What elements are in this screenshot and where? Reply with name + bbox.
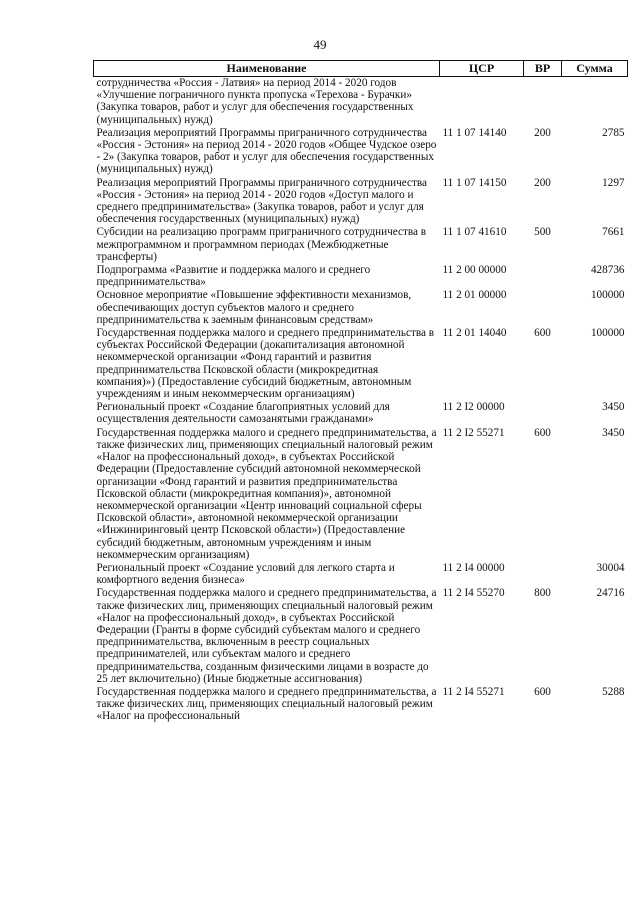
table-row: [94, 289, 628, 327]
row-sum: 3450: [602, 426, 625, 439]
row-vr: [524, 264, 562, 289]
row-sum: 24716: [596, 587, 625, 600]
row-name: Государственная поддержка малого и среднего предпринимательства, а также физических лиц, применяющих специальный налоговый режим «Налог на профессиональный доход», в субъектах Российской Федерации (Предоставление субсидий автономной некоммерческой организации «Фонд гарантий и развития предпринимательства Псковской области (микрокредитная компания)», автономной некоммерческой организации «Центр инноваций социальной сферы Псковской области», автономной некоммерческой организации «Инжиниринговый центр Псковской области») (Предоставление субсидий бюджетным, автономным учреждениям и иным некоммерческим организациям): [96, 426, 437, 561]
row-sum: 1297: [602, 176, 625, 189]
row-sum: [562, 77, 628, 127]
header-csr: ЦСР: [440, 61, 524, 77]
table-row: [94, 77, 628, 127]
header-vr: ВР: [524, 61, 562, 77]
row-name: Реализация мероприятий Программы приграничного сотрудничества «Россия - Эстония» на период 2014 - 2020 годов «Доступ малого и среднего предпринимательства» (Закупка товаров, работ и услуг для обеспечения государственных (муниципальных) нужд): [96, 176, 427, 226]
table-row: [94, 686, 628, 724]
row-csr: 11 2 I2 55271: [442, 426, 505, 439]
row-name: Государственная поддержка малого и среднего предпринимательства в субъектах Российской Федерации (докапитализация автономной некоммерческой организации «Фонд гарантий и развития предпринимательства Псковской области (микрокредитная компания)») (Предоставление субсидий бюджетным, автономным учреждениям и иным некоммерческим организациям): [96, 327, 435, 401]
row-vr: 600: [534, 426, 551, 439]
row-sum: 7661: [602, 226, 625, 239]
row-name: Региональный проект «Создание благоприятных условий для осуществления деятельности самозанятыми гражданами»: [96, 401, 390, 426]
row-csr: 11 2 I4 55270: [442, 587, 505, 600]
row-csr: 11 2 00 00000: [442, 264, 507, 277]
row-name: Государственная поддержка малого и среднего предпринимательства, а также физических лиц, применяющих специальный налоговый режим «Налог на профессиональный: [96, 685, 437, 723]
table-row: [94, 427, 628, 562]
row-name: Субсидии на реализацию программ приграничного сотрудничества в межпрограммном и программном периодах (Межбюджетные трансферты): [96, 226, 427, 263]
row-sum: 428736: [590, 264, 625, 277]
row-csr: 11 2 01 14040: [442, 327, 507, 340]
row-sum: 2785: [602, 126, 625, 139]
row-name: Реализация мероприятий Программы приграничного сотрудничества «Россия - Эстония» на период 2014 - 2020 годов «Общее Чудское озеро - 2» (Закупка товаров, работ и услуг для обеспечения государственных (муниципальных) нужд): [96, 126, 437, 176]
row-name: Государственная поддержка малого и среднего предпринимательства, а также физических лиц, применяющих специальный налоговый режим «Налог на профессиональный доход», в субъектах Российской Федерации (Гранты в форме субсидий субъектам малого и среднего предпринимательства, включенным в реестр социальных предпринимателей, или субъектам малого и среднего предпринимательства, созданным физическими лицами в возрасте до 25 лет включительно) (Иные бюджетные ассигнования): [96, 587, 437, 685]
table-row: [94, 562, 628, 587]
table-row: [94, 264, 628, 289]
row-csr: 11 1 07 14140: [442, 126, 507, 139]
row-sum: 5288: [602, 685, 625, 698]
row-csr: 11 2 I4 00000: [442, 561, 505, 574]
table-row: [94, 327, 628, 401]
row-vr: 600: [534, 685, 551, 698]
header-sum: Сумма: [562, 61, 628, 77]
row-vr: 200: [534, 126, 551, 139]
table-row: [94, 226, 628, 264]
row-vr: 600: [534, 327, 551, 340]
budget-table: [93, 60, 628, 724]
row-vr: [524, 77, 562, 127]
row-name: Региональный проект «Создание условий для легкого старта и комфортного ведения бизнеса»: [96, 561, 395, 587]
table-body: [94, 77, 628, 724]
row-sum: 100000: [590, 327, 625, 340]
row-vr: [524, 562, 562, 587]
row-vr: 500: [534, 226, 551, 239]
table-row: [94, 401, 628, 426]
row-csr: 11 1 07 41610: [442, 226, 507, 239]
row-sum: 30004: [596, 561, 625, 574]
row-name: Подпрограмма «Развитие и поддержка малого и среднего предпринимательства»: [96, 264, 371, 289]
table-row: [94, 587, 628, 686]
row-name: Основное мероприятие «Повышение эффективности механизмов, обеспечивающих доступ субъектов малого и среднего предпринимательства к заемным финансовым средствам»: [96, 289, 412, 326]
table-row: [94, 127, 628, 177]
row-vr: [524, 401, 562, 426]
table-row: [94, 177, 628, 227]
row-name: сотрудничества «Россия - Латвия» на период 2014 - 2020 годов «Улучшение пограничного пункта пропуска «Терехова - Бурачки» (Закупка товаров, работ и услуг для обеспечения государственных (муниципальных) нужд): [96, 77, 414, 126]
page-number: 49: [313, 37, 327, 52]
row-vr: 800: [534, 587, 551, 600]
header-row: [94, 61, 628, 77]
row-csr: 11 2 01 00000: [442, 289, 507, 302]
row-vr: [524, 289, 562, 327]
row-sum: 100000: [590, 289, 625, 302]
table-header: [94, 61, 628, 77]
row-csr: [440, 77, 524, 127]
header-name: Наименование: [94, 61, 440, 77]
row-csr: 11 1 07 14150: [442, 176, 507, 189]
row-sum: 3450: [602, 401, 625, 414]
row-vr: 200: [534, 176, 551, 189]
row-csr: 11 2 I2 00000: [442, 401, 505, 414]
row-csr: 11 2 I4 55271: [442, 685, 505, 698]
